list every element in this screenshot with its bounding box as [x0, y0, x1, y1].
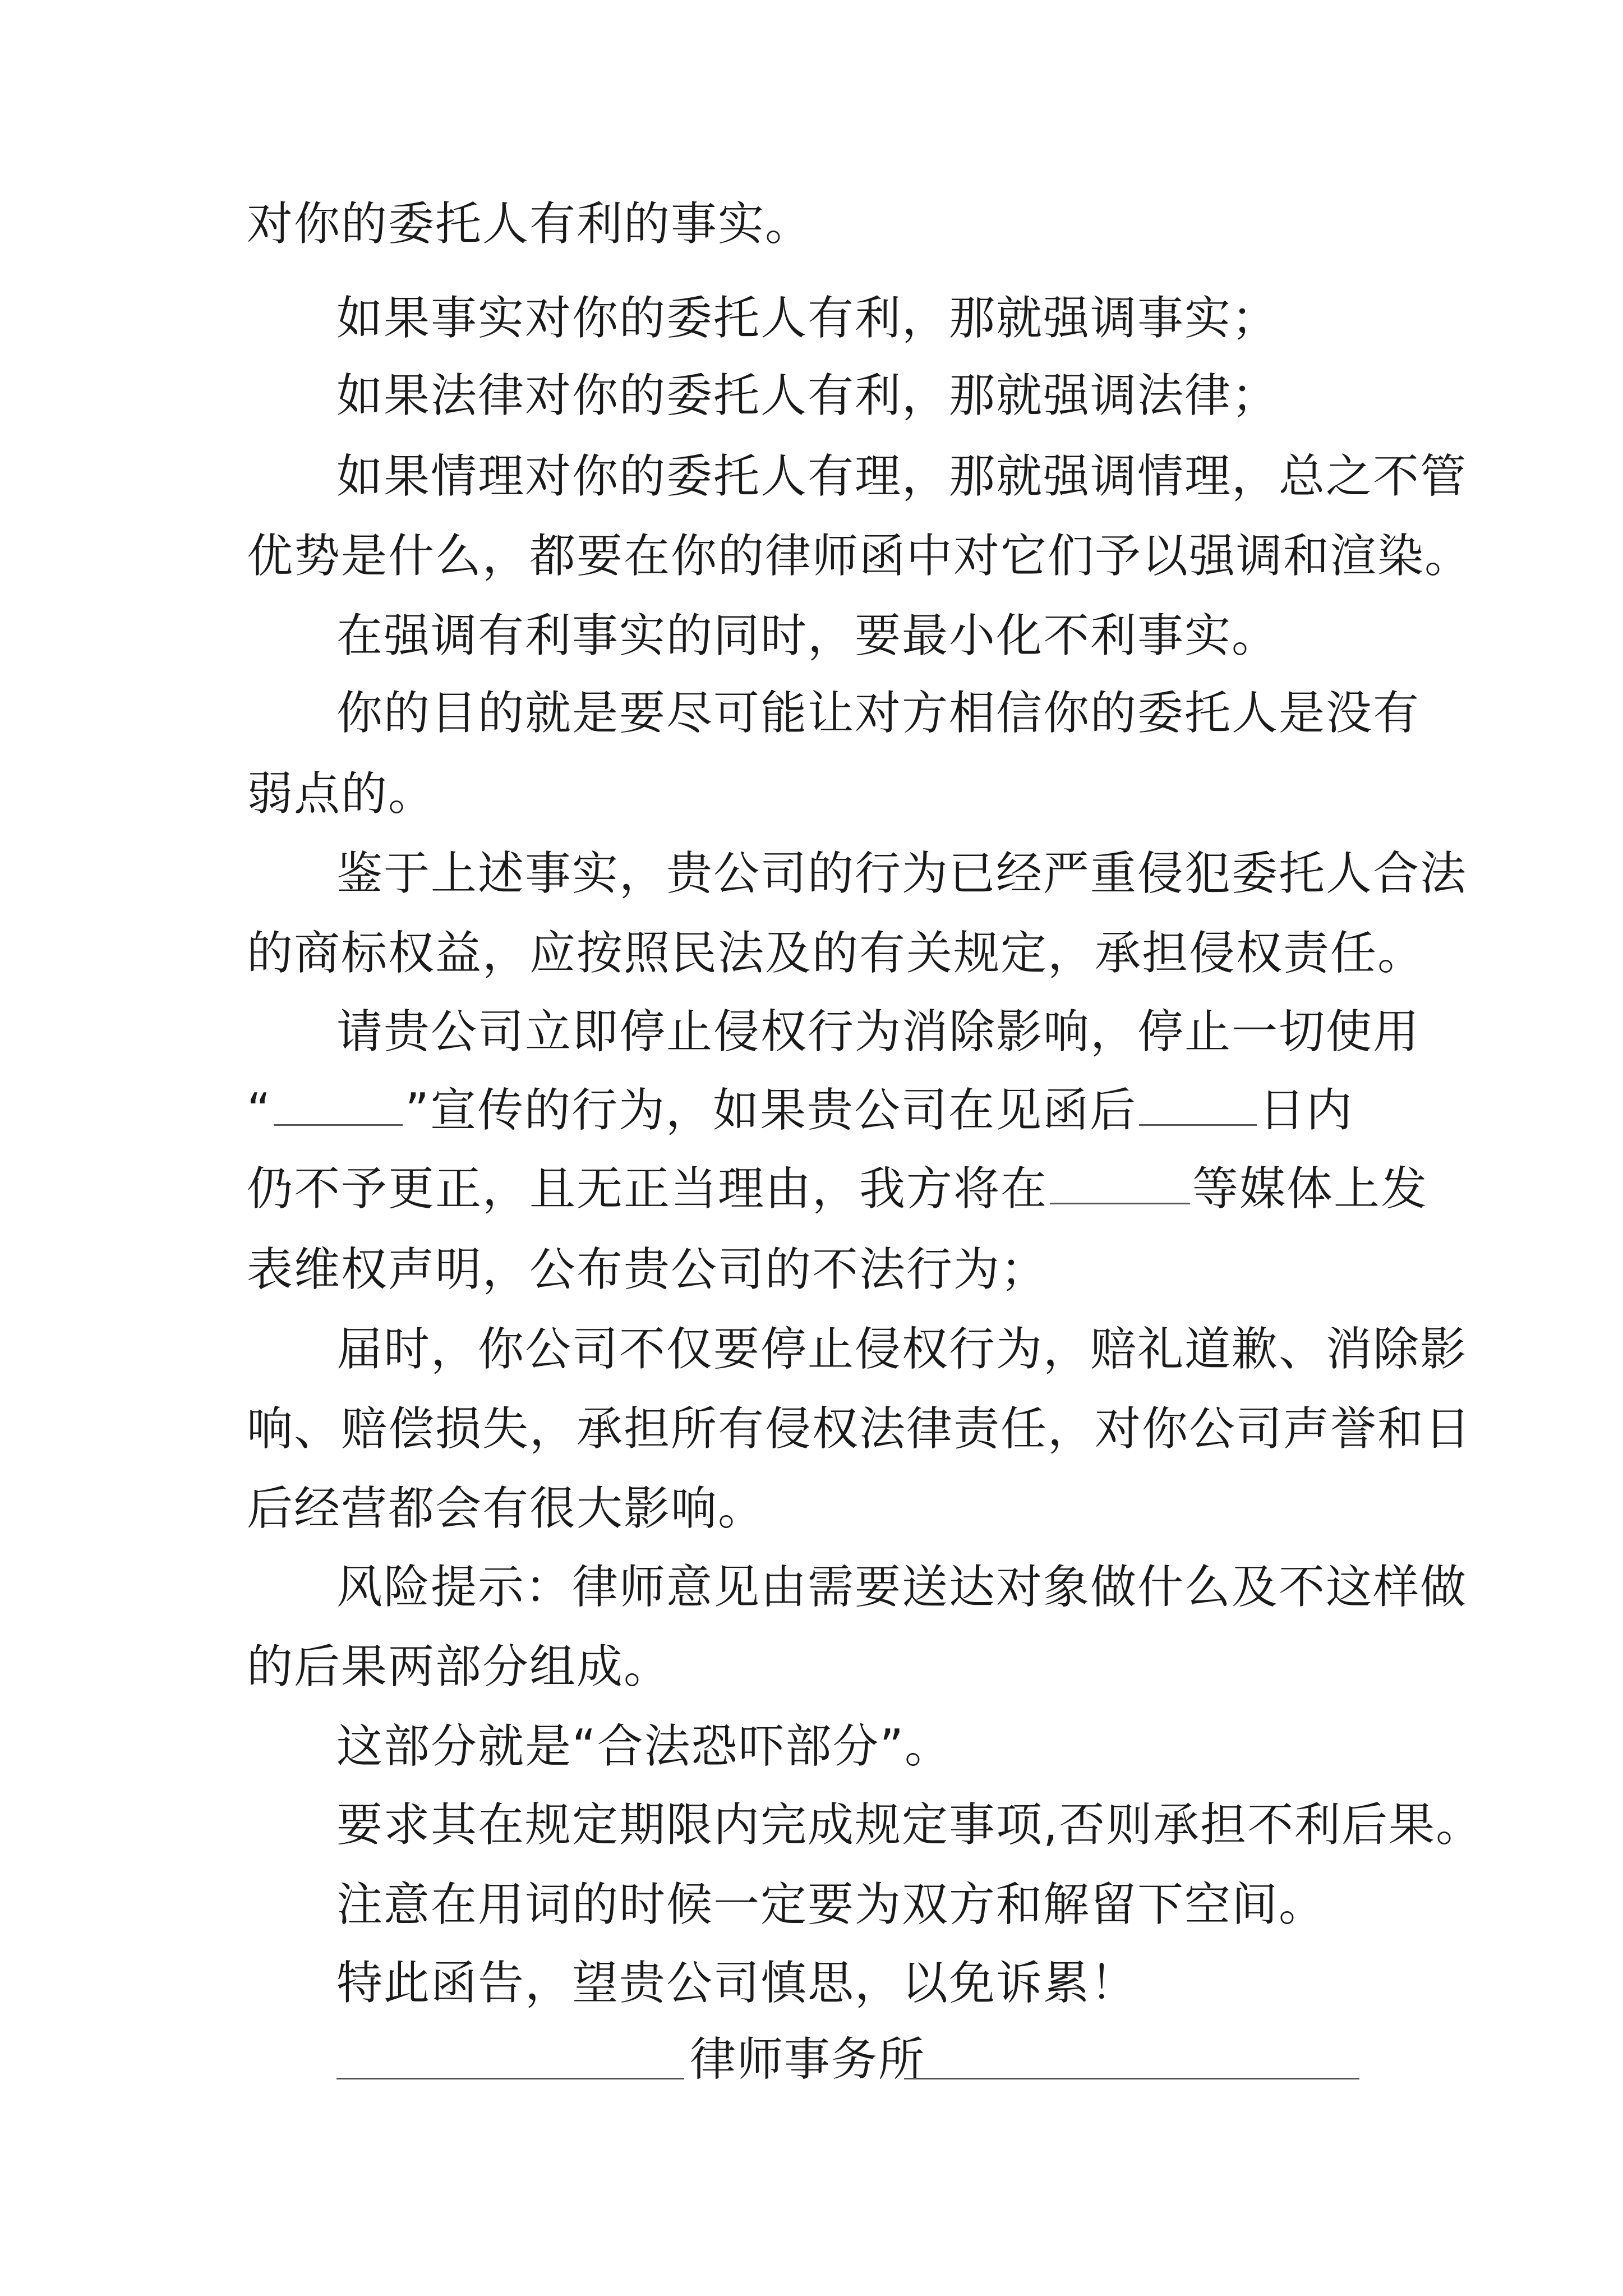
signature-blank-right: [904, 2078, 1359, 2079]
fill-in-blank: [1139, 1084, 1257, 1126]
line-segment: 等媒体上发: [1192, 1162, 1428, 1216]
paragraph-line: 弱点的。: [247, 767, 436, 821]
paragraph-line: 要求其在规定期限内完成规定事项,否则承担不利后果。: [336, 1798, 1483, 1852]
paragraph-line: 注意在用词的时候一定要为双方和解留下空间。: [336, 1878, 1326, 1931]
paragraph-line: 请贵公司立即停止侵权行为消除影响，停止一切使用: [336, 1005, 1421, 1059]
signature-firm-label: 律师事务所: [690, 2033, 926, 2086]
line-segment: 日内: [1258, 1084, 1353, 1137]
line-segment: 仍不予更正，且无正当理由，我方将在: [247, 1162, 1048, 1216]
paragraph-line: 你的目的就是要尽可能让对方相信你的委托人是没有: [336, 687, 1421, 740]
paragraph-line: 如果情理对你的委托人有理，那就强调情理，总之不管: [336, 450, 1468, 503]
paragraph-line: 的后果两部分组成。: [247, 1640, 671, 1694]
paragraph-line: 届时，你公司不仅要停止侵权行为，赔礼道歉、消除影: [336, 1323, 1468, 1376]
paragraph-line: 在强调有利事实的同时，要最小化不利事实。: [336, 609, 1279, 662]
signature-blank-left: [336, 2078, 684, 2079]
line-segment: ”宣传的行为，如果贵公司在见函后: [405, 1084, 1137, 1137]
paragraph-line-with-blanks: [247, 1083, 1353, 1139]
paragraph-line-with-blanks: [247, 1161, 1428, 1217]
paragraph-line: 特此函告，望贵公司慎思，以免诉累！: [336, 1957, 1138, 2010]
paragraph-line: 风险提示：律师意见由需要送达对象做什么及不这样做: [336, 1561, 1468, 1614]
paragraph-line: 如果事实对你的委托人有利，那就强调事实；: [336, 292, 1279, 345]
paragraph-line: 表维权声明，公布贵公司的不法行为；: [247, 1243, 1048, 1296]
paragraph-line: 对你的委托人有利的事实。: [247, 197, 813, 251]
paragraph-line: 鉴于上述事实，贵公司的行为已经严重侵犯委托人合法: [336, 847, 1468, 900]
paragraph-line: 响、赔偿损失，承担所有侵权法律责任，对你公司声誉和日: [247, 1402, 1472, 1456]
fill-in-blank: [274, 1084, 403, 1126]
fill-in-blank: [1050, 1162, 1190, 1204]
paragraph-line: 优势是什么，都要在你的律师函中对它们予以强调和渲染。: [247, 530, 1472, 583]
paragraph-line: 的商标权益，应按照民法及的有关规定，承担侵权责任。: [247, 927, 1425, 980]
paragraph-line: 这部分就是“合法恐吓部分”。: [336, 1720, 952, 1773]
line-segment: “: [247, 1084, 272, 1137]
paragraph-line: 如果法律对你的委托人有利，那就强调法律；: [336, 369, 1279, 422]
paragraph-line: 后经营都会有很大影响。: [247, 1482, 766, 1535]
